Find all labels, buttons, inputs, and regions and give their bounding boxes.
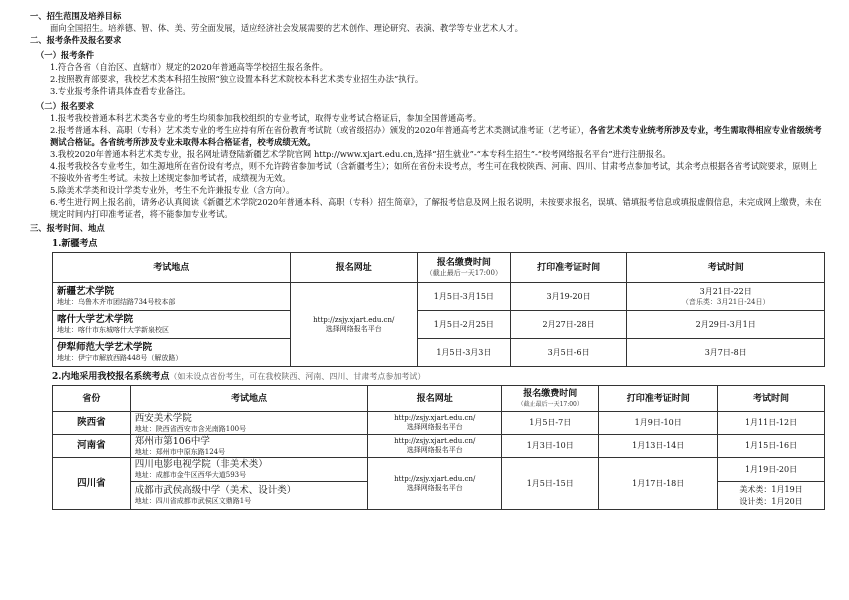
t1-header-print: 打印准考证时间	[510, 253, 627, 283]
t2-r3-exam-cell	[718, 482, 825, 510]
requirement-4: 4.报考我校各专业考生，如生源地所在省份设有考点，则不允许跨省参加考试（含新疆考生）；如所在省份未设考点，考生可在我校陕西、河南、四川、甘肃考点参加考试，其余考点根据各省考试院要求，原则上不接收外省考生考试。未按上述规定参加考试者，成绩视为无效。	[50, 161, 818, 183]
requirement-5: 5.除美术学类和设计学类专业外，考生不允许兼报专业（含方向）。	[50, 185, 295, 195]
table-2-caption	[30, 371, 825, 383]
section-2-title: 二、报考条件及报名要求	[30, 35, 122, 45]
t2-r0-exam: 1月11日-12日	[718, 412, 825, 435]
table-1-caption: 1.新疆考点	[52, 239, 98, 249]
t1-r0-exam-cell	[627, 283, 825, 311]
t2-r3-place-cell	[130, 482, 368, 510]
section-1-body: 面向全国招生。培养德、智、体、美、劳全面发展，适应经济社会发展需要的艺术创作、理论研究、表演、教学等专业艺术人才。	[50, 23, 523, 33]
table-row	[53, 458, 825, 482]
t1-r0-print: 3月19-20日	[510, 283, 627, 311]
t1-r0-addr: 地址：乌鲁木齐市团结路734号校本部	[57, 298, 176, 306]
t2-r2-prov: 四川省	[53, 458, 131, 510]
t2-r0-url-cell	[368, 412, 502, 435]
table-row	[53, 435, 825, 458]
t1-r2-place: 伊犁师范大学艺术学院	[57, 342, 153, 353]
requirement-2	[30, 124, 825, 148]
t1-r0-place-cell	[53, 283, 291, 311]
table-2-header	[53, 386, 825, 412]
t2-r2-url-link[interactable]: http://zsjy.xjart.edu.cn/	[394, 474, 476, 483]
t1-header-url: 报名网址	[290, 253, 417, 283]
t2-r1-url-note: 选择网络报名平台	[406, 446, 463, 454]
t2-r0-print: 1月9日-10日	[599, 412, 718, 435]
t2-r2-exam: 1月19日-20日	[718, 458, 825, 482]
requirement-6: 6.考生进行网上报名前，请务必认真阅读《新疆艺术学院2020年普通本科、高职（专科）招生简章》，了解报考信息及网上报名说明，未按要求报名，误填、错填报考信息或填报虚假信息，未完成网上缴费，未在规定时间内打印准考证者，将不能参加专业考试。	[50, 197, 822, 219]
mainland-exam-table	[52, 385, 825, 510]
admissions-document	[30, 10, 825, 510]
t1-url-cell	[290, 283, 417, 367]
t2-header-url: 报名网址	[368, 386, 502, 412]
t1-r1-fee: 1月5日-2月25日	[417, 311, 510, 339]
t2-r1-url-cell	[368, 435, 502, 458]
t2-r1-print: 1月13日-14日	[599, 435, 718, 458]
t2-r0-place: 西安美术学院	[134, 412, 192, 424]
t2-header-print: 打印准考证时间	[599, 386, 718, 412]
t2-r0-fee: 1月5日-7日	[502, 412, 599, 435]
t1-r1-addr: 地址：喀什市东城喀什大学新泉校区	[57, 326, 169, 334]
table-row	[53, 412, 825, 435]
table-row	[53, 339, 825, 367]
t1-r2-exam: 3月7日-8日	[627, 339, 825, 367]
t2-header-prov: 省份	[53, 386, 131, 412]
t1-r1-place: 喀什大学艺术学院	[57, 314, 134, 325]
t1-r0-fee: 1月5日-3月15日	[417, 283, 510, 311]
t1-r2-print: 3月5日-6日	[510, 339, 627, 367]
section-3-title: 三、报考时间、地点	[30, 223, 105, 233]
t2-r1-place: 郑州市第106中学	[134, 435, 210, 447]
table-1-header	[53, 253, 825, 283]
t2-r1-addr: 地址：郑州市中原东路124号	[134, 447, 226, 456]
t2-header-fee-label: 报名缴费时间	[523, 389, 578, 399]
t2-r1-exam: 1月15日-16日	[718, 435, 825, 458]
t2-r2-addr: 地址：成都市金牛区西华大道593号	[134, 471, 247, 479]
t1-header-exam: 考试时间	[627, 253, 825, 283]
requirement-2-text: 2.报考普通本科、高职（专科）艺术类专业的考生应持有所在省份教育考试院（或省级招办）颁发的2020年普通高考艺术类测试准考证（艺考证），	[50, 125, 590, 135]
t2-r1-place-cell	[130, 435, 368, 458]
t2-r0-place-cell	[130, 412, 368, 435]
t1-r1-print: 2月27日-28日	[510, 311, 627, 339]
requirement-3: 3.我校2020年普通本科艺术类专业，报名网址请登陆新疆艺术学院官网 http://www.xjart.edu.cn,选择“招生就业”-“本专科生招生”-“校考网络报名平台”进行注册报名。	[50, 149, 671, 159]
t2-r0-url-note: 选择网络报名平台	[406, 423, 463, 431]
t2-header-fee	[502, 386, 599, 412]
table-2-wrap	[30, 385, 825, 510]
t1-r2-fee: 1月5日-3月3日	[417, 339, 510, 367]
t2-r3-place: 成都市武侯高级中学（美术、设计类）	[134, 485, 297, 496]
t1-r1-place-cell	[53, 311, 291, 339]
requirement-2-bold: 各省艺术类专业统考所涉及专业，考生需取得相应专业省级统考测试合格证。各省统考所涉及专业未取得本科合格证者，校考成绩无效。	[50, 125, 822, 147]
t1-r2-place-cell	[53, 339, 291, 367]
t1-r0-place: 新疆艺术学院	[57, 286, 115, 297]
table-1-wrap	[30, 252, 825, 367]
t2-r2-place-cell	[130, 458, 368, 482]
xinjiang-exam-table	[52, 252, 825, 367]
t1-r2-addr: 地址：伊宁市解放西路448号（解放路）	[57, 354, 183, 362]
section-1-title: 一、招生范围及培养目标	[30, 11, 122, 21]
t2-r0-addr: 地址：陕西省西安市含光南路100号	[134, 424, 247, 433]
t2-r3-addr: 地址：四川省成都市武侯区文鼎路1号	[134, 497, 252, 505]
t2-r2-fee: 1月5日-15日	[502, 458, 599, 510]
t2-r2-url-cell	[368, 458, 502, 510]
t1-url-link[interactable]: http://zsjy.xjart.edu.cn/	[313, 315, 395, 324]
requirement-1: 1.报考我校普通本科艺术类各专业的考生均须参加我校组织的专业考试，取得专业考试合格证后，参加全国普通高考。	[50, 113, 482, 123]
t1-header-fee-label: 报名缴费时间	[436, 258, 491, 268]
table-2-caption-label: 2.内地采用我校报名系统考点	[52, 372, 170, 382]
t2-r2-url-note: 选择网络报名平台	[406, 483, 463, 492]
sub-1-title: （一）报考条件	[36, 50, 95, 60]
t2-r2-print: 1月17日-18日	[599, 458, 718, 510]
t2-header-fee-note: （截止最后一天17:00）	[517, 401, 583, 408]
t2-r0-prov: 陕西省	[53, 412, 131, 435]
table-row	[53, 311, 825, 339]
t1-r0-exam: 3月21日-22日	[699, 287, 752, 296]
t1-r0-exam-note: （音乐类：3月21日-24日）	[681, 298, 770, 306]
condition-2: 2.按照教育部要求，我校艺术类本科招生按照“独立设置本科艺术院校本科艺术类专业招生办法”执行。	[50, 74, 424, 84]
t2-header-place: 考试地点	[130, 386, 368, 412]
t2-r0-url-link[interactable]: http://zsjy.xjart.edu.cn/	[394, 414, 476, 422]
t1-header-fee-note: （截止最后一天17:00）	[425, 269, 502, 277]
table-2-caption-note: （如未设点省份考生，可在我校陕西、河南、四川、甘肃考点参加考试）	[169, 372, 426, 381]
t2-r1-prov: 河南省	[53, 435, 131, 458]
t2-r2-place: 四川电影电视学院（非美术类）	[134, 459, 268, 470]
sub-2-title: （二）报名要求	[36, 101, 95, 111]
t2-header-exam: 考试时间	[718, 386, 825, 412]
t2-r1-fee: 1月3日-10日	[502, 435, 599, 458]
condition-1: 1.符合各省（自治区、直辖市）规定的2020年普通高等学校招生报名条件。	[50, 62, 328, 72]
t1-header-place: 考试地点	[53, 253, 291, 283]
t2-r1-url-link[interactable]: http://zsjy.xjart.edu.cn/	[394, 437, 476, 445]
t2-r3-exam-a: 美术类：1月19日	[739, 484, 803, 494]
condition-3: 3.专业报考条件请具体查看专业备注。	[50, 86, 191, 96]
t1-url-note: 选择网络报名平台	[325, 324, 382, 333]
table-row	[53, 283, 825, 311]
t2-r3-exam-b: 设计类：1月20日	[739, 496, 803, 506]
t1-header-fee	[417, 253, 510, 283]
t1-r1-exam: 2月29日-3月1日	[627, 311, 825, 339]
